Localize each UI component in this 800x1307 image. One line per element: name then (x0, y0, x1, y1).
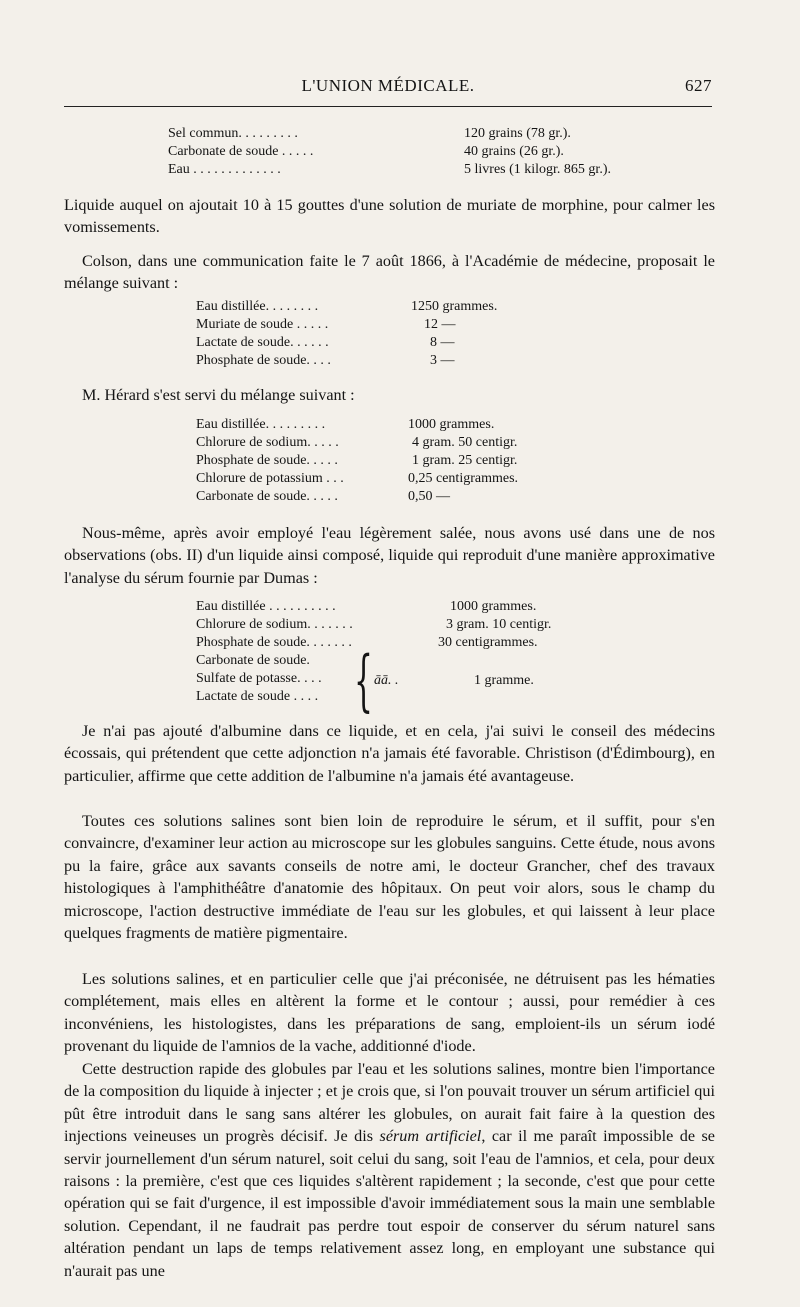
formula-table-2 (196, 298, 596, 370)
group-value: 1 gramme. (474, 673, 534, 688)
table-row: Eau . . . . . . . . . . . . . 5 livres (1 kilogr. 865 gr.). (168, 162, 611, 177)
paragraph: Cette destruction rapide des globules par l'eau et les solutions salines, montre bien l'importance de la composition du liquide à injecter ; et je crois que, si l'on pouvait trouver un sérum artificiel qui pût être introduit dans le sang sans altérer les globules, on aurait fait faire à la question des injections veineuses un progrès décisif. Je dis sérum artificiel, car il me paraît impossible de se servir journellement d'un sérum naturel, soit celui du sang, soit l'eau de l'amnios, et cela, pour deux raisons : la première, c'est que ces liquides s'altèrent rapidement ; la seconde, c'est que pour cette opération qui se fait d'urgence, il est impossible d'avoir immédiatement sous la main une semblable solution. Cependant, il ne faudrait pas perdre tout espoir de conserver du sérum naturel sans altération pendant un laps de temps relativement assez long, en employant une substance qui n'aurait pas une (64, 1060, 715, 1280)
paragraph: Colson, dans une communication faite le 7 août 1866, à l'Académie de médecine, proposait le mélange suivant : (64, 252, 715, 293)
table-row: Carbonate de soude. (196, 653, 310, 668)
grouping-brace: { (354, 642, 373, 719)
journal-title: L'UNION MÉDICALE. (301, 76, 475, 95)
table-row: Phosphate de soude. . . . 3 — (196, 353, 455, 368)
table-row: Muriate de soude . . . . . 12 — (196, 317, 456, 332)
paragraph: Les solutions salines, et en particulier celle que j'ai préconisée, ne détruisent pas les hématies complétement, mais elles en altèrent la forme et le contour ; aussi, pour remédier à ces inconvéniens, les histologistes, dans les préparations de sang, emploient-ils un sérum iodé provenant du liquide de l'amnios de la vache, additionné d'iode. (64, 970, 715, 1056)
table-row: Phosphate de soude. . . . . 1 gram. 25 centigr. (196, 453, 518, 468)
italic-term: sérum artificiel (379, 1127, 482, 1146)
paragraph: Liquide auquel on ajoutait 10 à 15 gouttes d'une solution de muriate de morphine, pour calmer les vomissements. (64, 196, 715, 237)
page-number: 627 (685, 76, 712, 95)
table-row: Sulfate de potasse. . . . (196, 671, 322, 686)
table-row: Sel commun. . . . . . . . . 120 grains (78 gr.). (168, 126, 571, 141)
formula-table-4 (196, 598, 616, 719)
table-row: Eau distillée. . . . . . . . 1250 grammes. (196, 299, 498, 314)
table-row: Lactate de soude . . . . (196, 689, 319, 704)
formula-table-1 (168, 125, 668, 179)
paragraph: M. Hérard s'est servi du mélange suivant : (82, 386, 355, 404)
paragraph: Je n'ai pas ajouté d'albumine dans ce liquide, et en cela, j'ai suivi le conseil des médecins écossais, qui prétendent que cette adjonction n'a jamais été favorable. Christison (d'Édimbourg), en particulier, affirme que cette addition de l'albumine n'a jamais été avantageuse. (64, 722, 715, 785)
ana-symbol: āā. . (374, 673, 399, 688)
running-header (64, 76, 712, 100)
table-row: Eau distillée . . . . . . . . . . 1000 grammes. (196, 599, 537, 614)
paragraph: Toutes ces solutions salines sont bien loin de reproduire le sérum, et il suffit, pour s'en convaincre, d'examiner leur action au microscope sur les globules sanguins. Cette étude, nous avons pu la faire, grâce aux savants conseils de notre ami, le docteur Grancher, chef des travaux histologiques à l'amphithéâtre d'anatomie des hôpitaux. On peut voir alors, sous le champ du microscope, l'action destructive immédiate de l'eau sur les globules, et qui laissent à leur place quelques fragments de matière pigmentaire. (64, 812, 715, 943)
table-row: Chlorure de sodium. . . . . 4 gram. 50 centigr. (196, 435, 518, 450)
table-row: Lactate de soude. . . . . . 8 — (196, 335, 455, 350)
table-row: Chlorure de potassium . . . 0,25 centigrammes. (196, 471, 519, 486)
formula-table-3 (196, 416, 596, 506)
paragraph: Nous-même, après avoir employé l'eau légèrement salée, nous avons usé dans une de nos observations (obs. II) d'un liquide ainsi composé, liquide qui reproduit d'une manière approximative l'analyse du sérum fournie par Dumas : (64, 524, 715, 587)
table-row: Eau distillée. . . . . . . . . 1000 grammes. (196, 417, 495, 432)
table-row: Chlorure de sodium. . . . . . . 3 gram. 10 centigr. (196, 617, 552, 632)
table-row: Carbonate de soude . . . . . 40 grains (26 gr.). (168, 144, 564, 159)
header-rule (64, 106, 712, 107)
table-row: Phosphate de soude. . . . . . . 30 centigrammes. (196, 635, 538, 650)
table-row: Carbonate de soude. . . . . 0,50 — (196, 489, 450, 504)
